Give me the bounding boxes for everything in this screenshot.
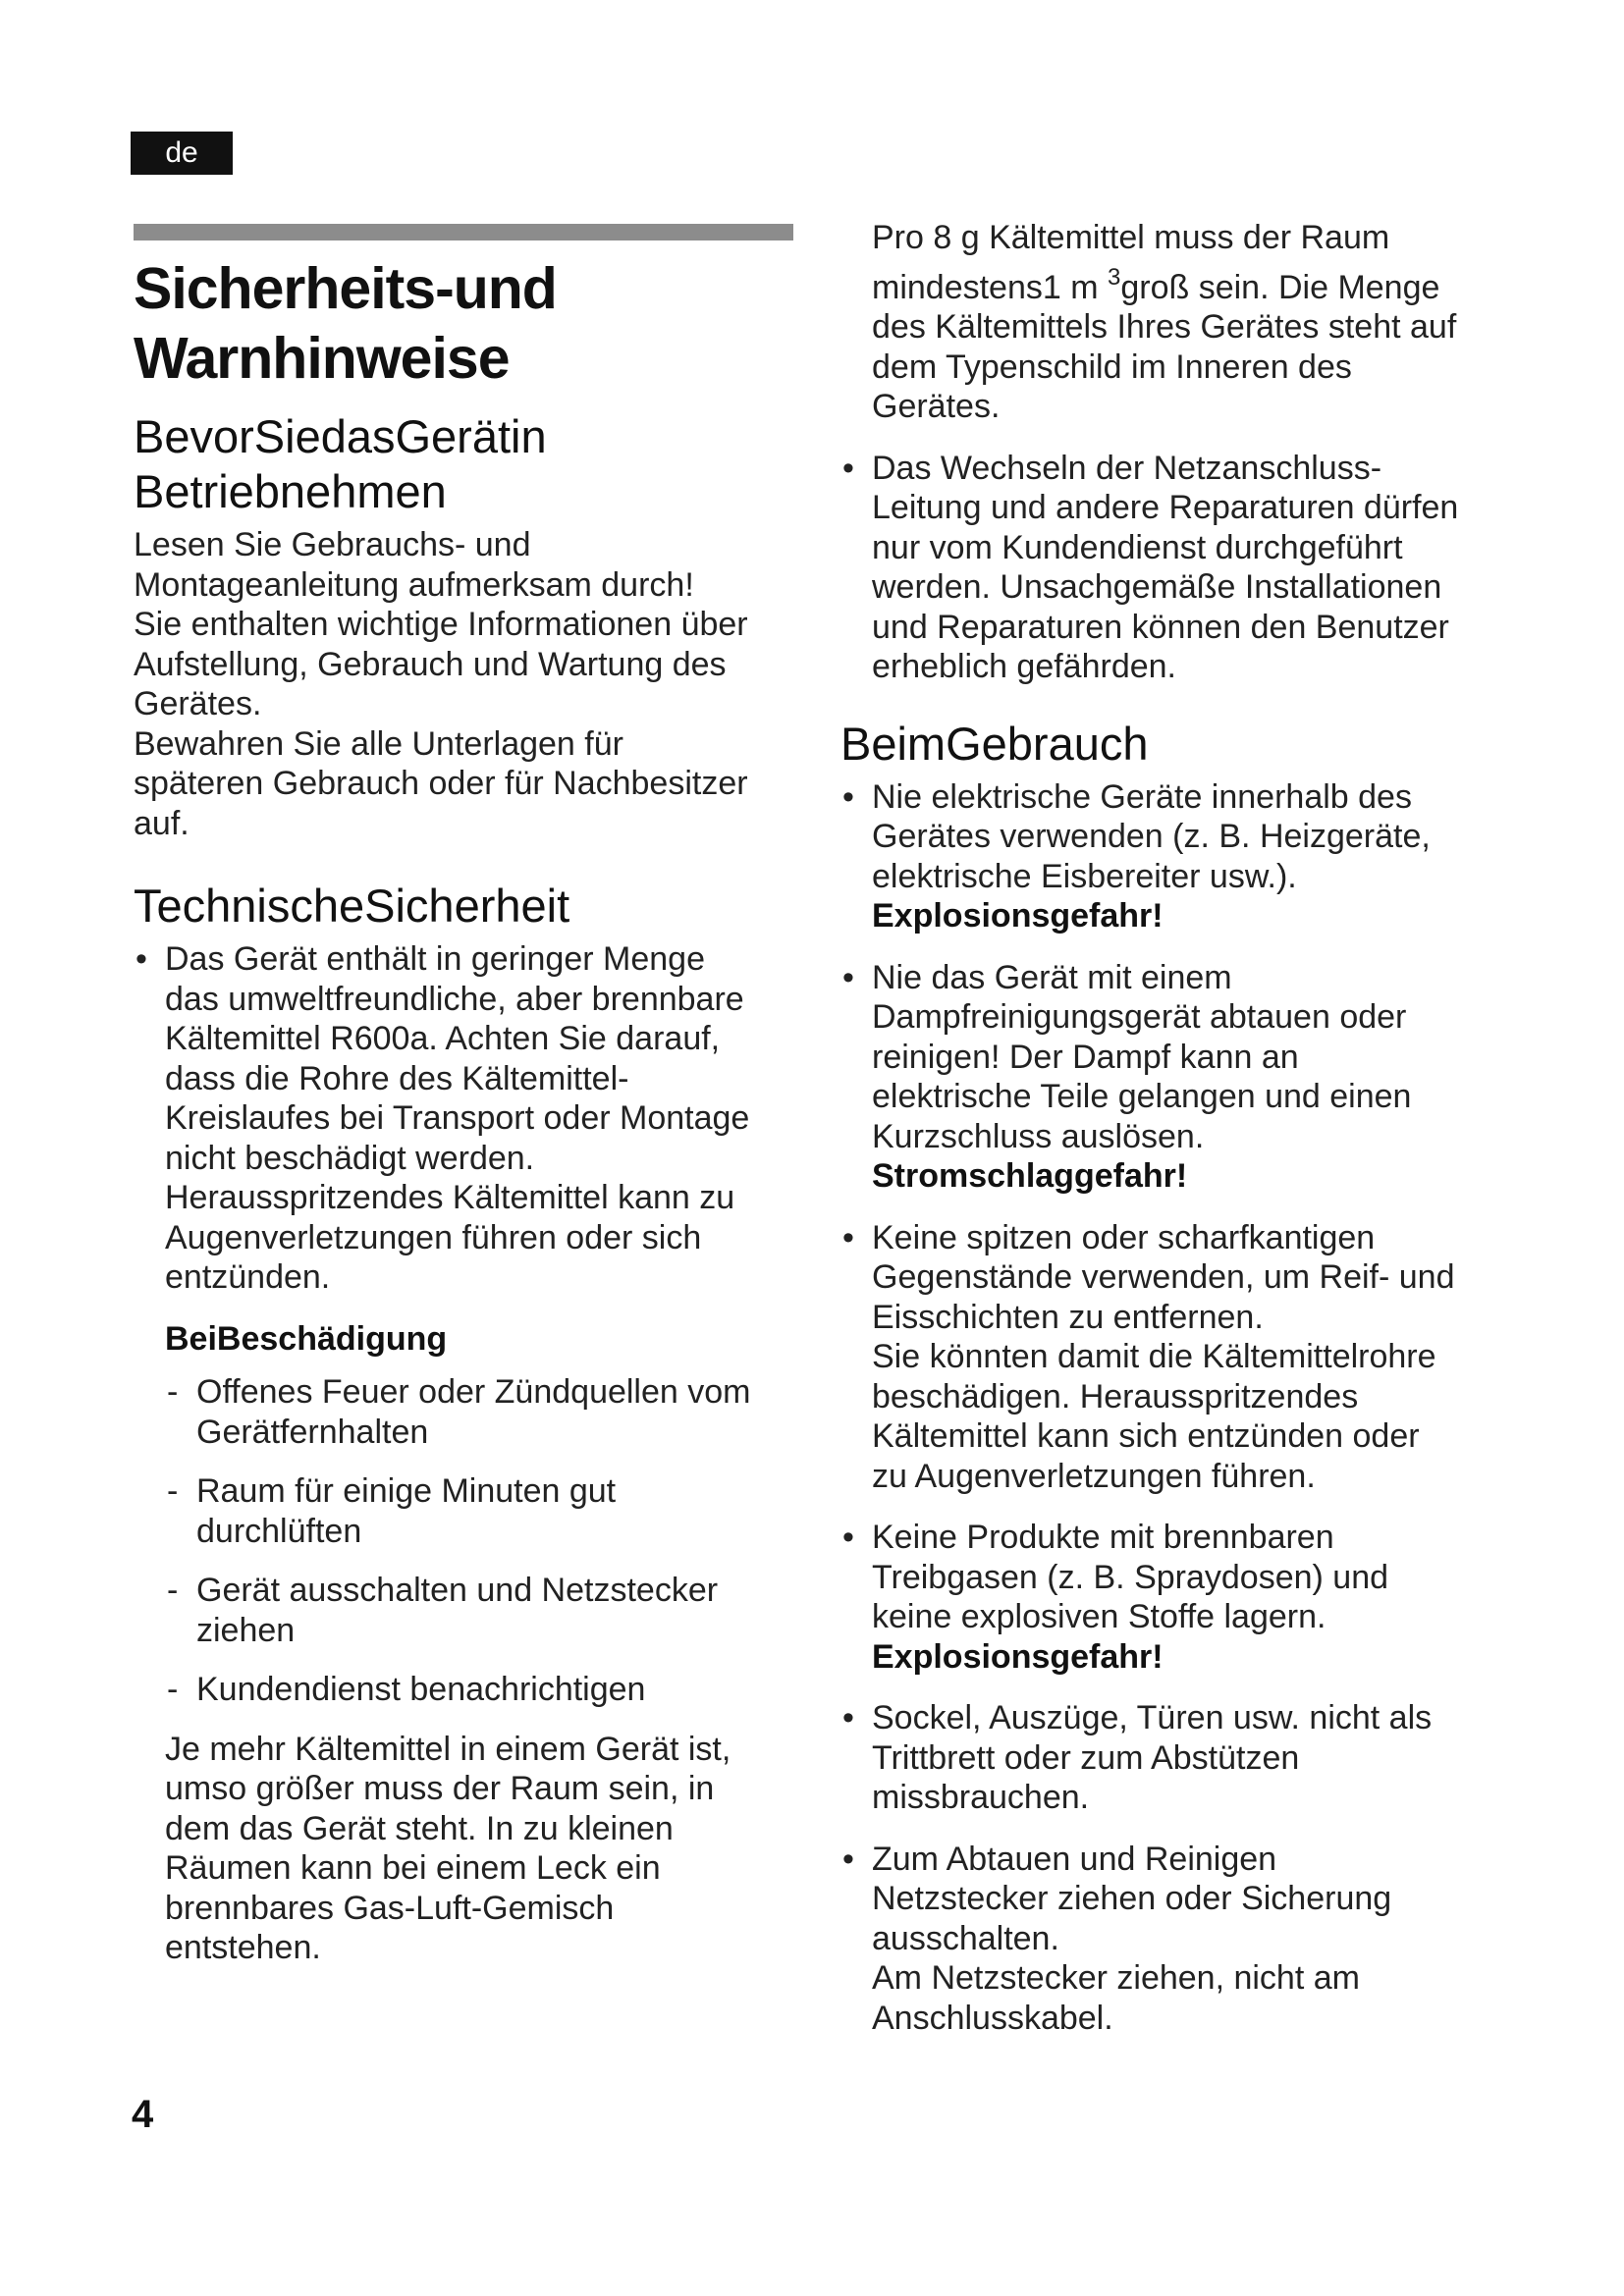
text-line: Sockel, Auszüge, Türen usw. nicht als <box>872 1699 1433 1736</box>
bullet-icon: • <box>842 1218 854 1256</box>
text-span: mindestens1 m <box>872 268 1108 306</box>
text-line: Gegenstände verwenden, um Reif- und <box>872 1258 1455 1296</box>
heading-in-use: BeimGebrauch <box>840 717 1149 770</box>
text-line: elektrische Eisbereiter usw.). <box>872 857 1297 895</box>
heading-technical-safety: TechnischeSicherheit <box>134 880 570 932</box>
right-column <box>840 218 1508 2059</box>
text-line: brennbares Gas-Luft-Gemisch <box>165 1889 615 1927</box>
text-line: ausschalten. <box>872 1919 1059 1957</box>
text-line: Sie enthalten wichtige Informationen über <box>134 606 748 643</box>
warning-label: Explosionsgefahr! <box>872 897 1164 934</box>
text-line: Kältemittel R600a. Achten Sie darauf, <box>165 1020 721 1057</box>
text-line: nicht beschädigt werden. <box>165 1139 535 1177</box>
text-line: Aufstellung, Gebrauch und Wartung des <box>134 645 727 683</box>
text-span: groß sein. Die Menge <box>1120 268 1440 306</box>
text-line: Kreislaufes bei Transport oder Montage <box>165 1099 750 1137</box>
section-rule <box>134 224 793 240</box>
text-line: Montageanleitung aufmerksam durch! <box>134 565 694 604</box>
text-line: Offenes Feuer oder Zündquellen vom <box>196 1373 751 1411</box>
text-line: Am Netzstecker ziehen, nicht am <box>872 1959 1360 1997</box>
list-item <box>165 1471 793 1551</box>
language-tag: de <box>131 132 233 175</box>
text-line: entzünden. <box>165 1258 331 1296</box>
text-line: missbrauchen. <box>872 1779 1090 1816</box>
list-item <box>165 1571 793 1650</box>
bullet-icon: • <box>135 940 147 978</box>
left-column <box>134 224 793 1968</box>
text-line: zu Augenverletzungen führen. <box>872 1457 1316 1495</box>
text-line: Trittbrett oder zum Abstützen <box>872 1738 1300 1777</box>
text-line: Räumen kann bei einem Leck ein <box>165 1849 661 1887</box>
text-line: Raum für einige Minuten gut <box>196 1472 617 1510</box>
page-number: 4 <box>132 2093 154 2136</box>
text-line: Sie könnten damit die Kältemittelrohre <box>872 1338 1436 1375</box>
text-line: elektrische Teile gelangen und einen <box>872 1078 1412 1115</box>
bullet-icon: • <box>842 449 854 487</box>
text-line: Kältemittel kann sich entzünden oder <box>872 1417 1420 1455</box>
list-item <box>165 1670 793 1710</box>
page-title-line-2: Warnhinweise <box>134 326 510 391</box>
text-line: Augenverletzungen führen oder sich <box>165 1218 702 1256</box>
text-line: Keine spitzen oder scharfkantigen <box>872 1218 1376 1256</box>
bullet-icon: • <box>842 777 854 816</box>
text-line: Netzstecker ziehen oder Sicherung <box>872 1880 1392 1917</box>
warning-label: Explosionsgefahr! <box>872 1637 1164 1676</box>
dash-icon: - <box>167 1472 179 1510</box>
text-line: reinigen! Der Dampf kann an <box>872 1038 1299 1076</box>
bullet-icon: • <box>842 958 854 996</box>
text-line: das umweltfreundliche, aber brennbare <box>165 980 744 1018</box>
bullet-icon: • <box>842 1699 854 1736</box>
text-line: Bewahren Sie alle Unterlagen für <box>134 724 623 763</box>
text-line: keine explosiven Stoffe lagern. <box>872 1598 1326 1635</box>
superscript: 3 <box>1108 263 1121 291</box>
text-line: dem Typenschild im Inneren des <box>872 347 1352 386</box>
text-line: Herausspritzendes Kältemittel kann zu <box>165 1179 735 1216</box>
text-line: Das Wechseln der Netzanschluss- <box>872 449 1382 487</box>
text-line: Nie elektrische Geräte innerhalb des <box>872 777 1412 816</box>
text-line: Kurzschluss auslösen. <box>872 1117 1205 1155</box>
bullet-icon: • <box>842 1840 854 1878</box>
text-line: umso größer muss der Raum sein, in <box>165 1770 715 1807</box>
text-line: dass die Rohre des Kältemittel- <box>165 1059 629 1097</box>
text-line: Gerätes. <box>134 685 262 722</box>
text-line: beschädigen. Herausspritzendes <box>872 1377 1359 1415</box>
text-line: ziehen <box>196 1611 296 1649</box>
list-item <box>840 1518 1508 1677</box>
in-use-list <box>840 777 1508 2039</box>
repair-list <box>840 449 1508 687</box>
text-line: Leitung und andere Reparaturen dürfen <box>872 489 1459 526</box>
text-line <box>872 258 1508 308</box>
list-item <box>840 1698 1508 1818</box>
technical-safety-list <box>134 939 793 1298</box>
text-line: Kundendienst benachrichtigen <box>196 1671 646 1708</box>
damage-list <box>165 1372 793 1710</box>
text-line: späteren Gebrauch oder für Nachbesitzer <box>134 765 748 802</box>
text-line: Gerät ausschalten und Netzstecker <box>196 1572 719 1609</box>
list-item <box>840 1840 1508 2039</box>
warning-label: Stromschlaggefahr! <box>872 1157 1188 1195</box>
refrigerant-amount-paragraph <box>840 218 1508 427</box>
text-line: Treibgasen (z. B. Spraydosen) und <box>872 1558 1389 1596</box>
heading-before-use-line-2: Betriebnehmen <box>134 465 447 517</box>
damage-subheading: BeiBeschädigung <box>165 1319 448 1358</box>
dash-icon: - <box>167 1671 179 1708</box>
list-item <box>840 1218 1508 1497</box>
dash-icon: - <box>167 1572 179 1609</box>
text-line: nur vom Kundendienst durchgeführt <box>872 528 1403 566</box>
text-line: Eisschichten zu entfernen. <box>872 1298 1264 1336</box>
heading-before-use-line-1: BevorSiedasGerätin <box>134 410 547 462</box>
before-use-paragraph <box>134 525 793 843</box>
dash-icon: - <box>167 1373 179 1411</box>
text-line: und Reparaturen können den Benutzer <box>872 608 1449 646</box>
text-line: Gerätes. <box>872 388 1001 425</box>
text-line: Je mehr Kältemittel in einem Gerät ist, <box>165 1730 731 1768</box>
text-line: Gerätes verwenden (z. B. Heizgeräte, <box>872 818 1431 855</box>
text-line: Lesen Sie Gebrauchs- und <box>134 526 531 563</box>
text-line: auf. <box>134 804 189 842</box>
list-item <box>840 449 1508 687</box>
page-title <box>134 254 793 394</box>
list-item <box>840 958 1508 1197</box>
list-item <box>134 939 793 1298</box>
bullet-icon: • <box>842 1519 854 1556</box>
text-line: Keine Produkte mit brennbaren <box>872 1519 1334 1556</box>
text-line: des Kältemittels Ihres Gerätes steht auf <box>872 308 1457 346</box>
text-line: entstehen. <box>165 1929 321 1966</box>
room-size-paragraph <box>165 1730 793 1968</box>
text-line: Pro 8 g Kältemittel muss der Raum <box>872 219 1390 256</box>
text-line: Anschlusskabel. <box>872 1999 1113 2037</box>
text-line: Das Gerät enthält in geringer Menge <box>165 940 705 978</box>
text-line: werden. Unsachgemäße Installationen <box>872 568 1442 606</box>
text-line: Zum Abtauen und Reinigen <box>872 1840 1277 1878</box>
text-line: erheblich gefährden. <box>872 648 1177 685</box>
text-line: dem das Gerät steht. In zu kleinen <box>165 1809 674 1847</box>
list-item <box>840 777 1508 936</box>
heading-before-use <box>134 409 793 519</box>
page-title-line-1: Sicherheits-und <box>134 256 557 321</box>
list-item <box>165 1372 793 1452</box>
text-line: Gerätfernhalten <box>196 1413 429 1451</box>
text-line: Nie das Gerät mit einem <box>872 958 1232 996</box>
text-line: Dampfreinigungsgerät abtauen oder <box>872 998 1407 1036</box>
text-line: durchlüften <box>196 1512 362 1550</box>
